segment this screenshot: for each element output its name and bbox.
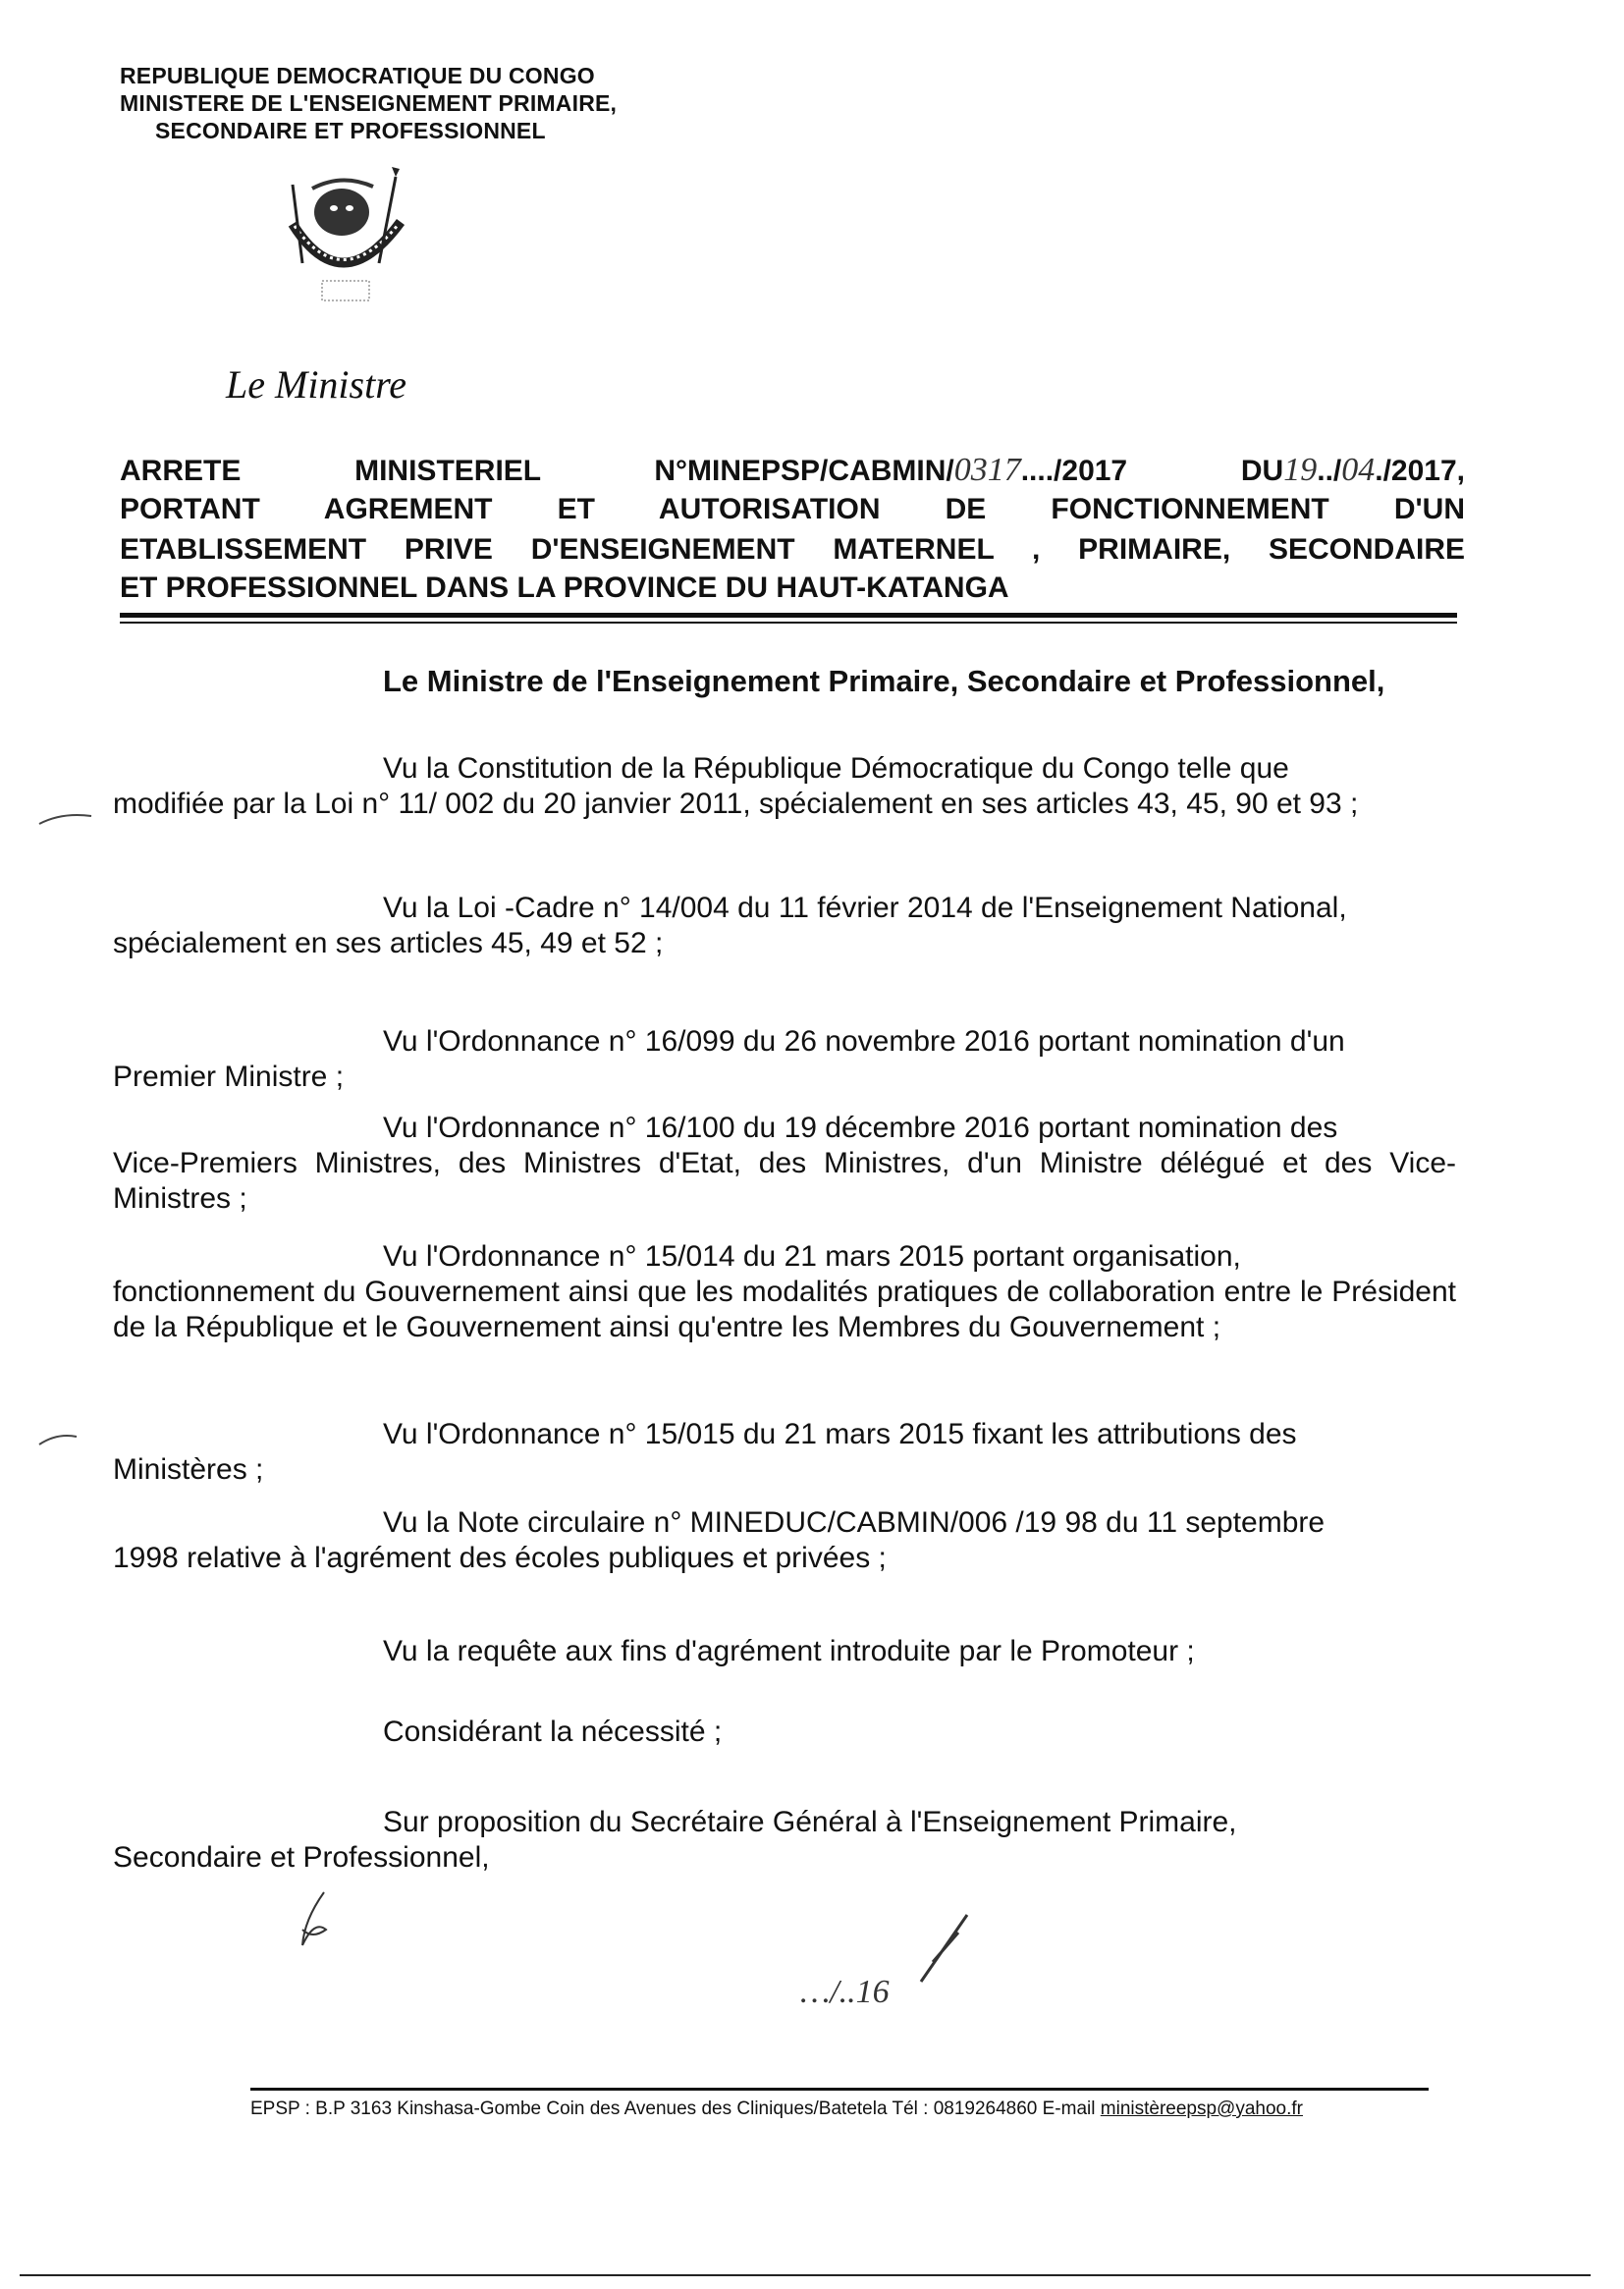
proposition-first-line: Sur proposition du Secrétaire Général à l'Enseignement Primaire, [383, 1806, 1237, 1838]
initials-mark [295, 1890, 334, 1960]
header-republic: REPUBLIQUE DEMOCRATIQUE DU CONGO [120, 63, 595, 88]
visa-rest: fonctionnement du Gouvernement ainsi que les modalités pratiques de collaboration entre le Président de la République et le Gouvernement ainsi qu'entre les Membres du Gouvernement ; [113, 1276, 1456, 1343]
footer-address-text: EPSP : B.P 3163 Kinshasa-Gombe Coin des Avenues des Cliniques/Batetela Tél : 0819264860 E-mail [250, 2098, 1096, 2119]
handwritten-month: 04 [1341, 452, 1376, 488]
scan-bottom-edge [20, 2274, 1591, 2276]
proposition-rest: Secondaire et Professionnel, [113, 1841, 490, 1874]
visa-ordonnance-attributions [113, 1417, 1456, 1488]
arrete-line-3: ETABLISSEMENT PRIVE D'ENSEIGNEMENT MATERNEL , PRIMAIRE, SECONDAIRE [120, 533, 1465, 566]
page-continuation-stroke [913, 1913, 972, 1996]
visa-ordonnance-ministres [113, 1111, 1456, 1217]
visa-ordonnance-premier-ministre [113, 1024, 1456, 1095]
visa-first-line: Vu la Note circulaire n° MINEDUC/CABMIN/006 /19 98 du 11 septembre [383, 1506, 1326, 1539]
visa-loi-cadre [113, 891, 1456, 961]
visa-rest: Premier Ministre ; [113, 1061, 345, 1093]
arrete-ref-prefix: N°MINEPSP/CABMIN/ [654, 455, 954, 487]
signatory-title: Le Ministre [226, 362, 407, 407]
arrete-line-2: PORTANT AGREMENT ET AUTORISATION DE FONCTIONNEMENT D'UN [120, 493, 1465, 525]
visa-first-line: Vu la Constitution de la République Démocratique du Congo telle que [383, 752, 1289, 785]
visa-first-line: Vu l'Ordonnance n° 15/015 du 21 mars 2015 fixant les attributions des [383, 1418, 1297, 1450]
visa-rest: Ministères ; [113, 1453, 264, 1486]
margin-tick-mark [37, 810, 96, 835]
header-ministry: MINISTERE DE L'ENSEIGNEMENT PRIMAIRE, [120, 90, 618, 116]
arrete-ref [654, 452, 1128, 488]
arrete-line-1 [120, 452, 1465, 490]
visa-rest: 1998 relative à l'agrément des écoles publiques et privées ; [113, 1542, 887, 1574]
date-year: ./2017, [1375, 455, 1465, 487]
visa-note-circulaire [113, 1505, 1456, 1576]
handwritten-day: 19 [1283, 452, 1318, 488]
visa-rest: Vice-Premiers Ministres, des Ministres d'Etat, des Ministres, d'un Ministre délégué et des Vice-Ministres ; [113, 1147, 1456, 1215]
date-sep: ../ [1317, 455, 1342, 487]
visa-constitution [113, 751, 1456, 822]
visa-first-line: Vu l'Ordonnance n° 16/099 du 26 novembre 2016 portant nomination d'un [383, 1025, 1345, 1058]
footer-email-link[interactable]: ministèreepsp@yahoo.fr [1100, 2098, 1303, 2119]
ministeriel-word: MINISTERIEL [354, 455, 541, 487]
visa-first-line: Vu la Loi -Cadre n° 14/004 du 11 février 2014 de l'Enseignement National, [383, 892, 1347, 924]
visa-rest: modifiée par la Loi n° 11/ 002 du 20 janvier 2011, spécialement en ses articles 43, 45, 90 et 93 ; [113, 788, 1359, 820]
date-prefix: DU [1240, 455, 1284, 487]
footer-rule [250, 2088, 1429, 2091]
arrete-word: ARRETE [120, 455, 242, 487]
handwritten-number: 0317 [953, 452, 1021, 488]
page-continuation: …/..16 [800, 1974, 890, 2010]
preamble-title: Le Ministre de l'Enseignement Primaire, Secondaire et Professionnel, [383, 664, 1385, 698]
proposition [113, 1805, 1456, 1876]
visa-requete: Vu la requête aux fins d'agrément introduite par le Promoteur ; [383, 1635, 1195, 1667]
arrete-ref-year: ..../2017 [1020, 455, 1128, 487]
arrete-line-4: ET PROFESSIONNEL DANS LA PROVINCE DU HAUT-KATANGA [120, 572, 1009, 604]
title-rule-thick [120, 613, 1457, 618]
arrete-date [1240, 452, 1465, 488]
header-ministry-cont: SECONDAIRE ET PROFESSIONNEL [155, 118, 546, 143]
visa-rest: spécialement en ses articles 45, 49 et 52 ; [113, 927, 664, 959]
visa-first-line: Vu l'Ordonnance n° 15/014 du 21 mars 2015 portant organisation, [383, 1240, 1241, 1273]
coat-of-arms-icon [263, 165, 420, 312]
visa-first-line: Vu l'Ordonnance n° 16/100 du 19 décembre 2016 portant nomination des [383, 1112, 1338, 1144]
margin-tick-mark [37, 1429, 96, 1453]
footer-address [250, 2098, 1303, 2120]
title-rule-thin [120, 622, 1457, 624]
visa-ordonnance-organisation [113, 1239, 1456, 1345]
considerant: Considérant la nécessité ; [383, 1716, 723, 1748]
